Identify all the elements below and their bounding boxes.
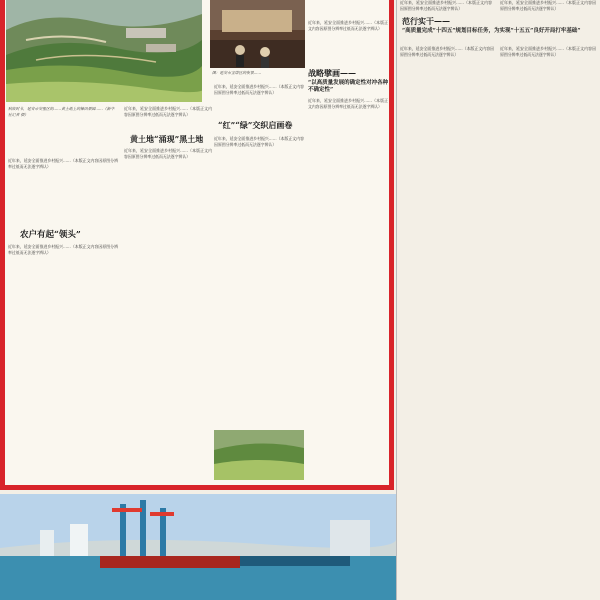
photo-caption-2: 图：延安市宝塔区的夜景…… [212, 70, 262, 75]
section-heading-1: 农户有起“领头” [20, 230, 81, 240]
body-column-right-b: 近年来，延安全面推进乡村振兴……（本版正文内容因原图分辨率过低而无法逐字辨认） [214, 136, 304, 147]
exhibit-photo [210, 0, 305, 68]
body-column-outer-c: 近年来，延安全面推进乡村振兴……（本版正文内容因原图分辨率过低而无法逐字辨认） [500, 46, 596, 57]
body-column-right-a: 近年来，延安全面推进乡村振兴……（本版正文内容因原图分辨率过低而无法逐字辨认） [214, 84, 304, 95]
inset-caption [214, 482, 304, 490]
section-heading-4: 战略擘画—— [308, 68, 356, 78]
exhibition-hall-image [210, 0, 305, 68]
section-heading-4-sub: “以高质量发展的确定性对冲各种不确定性” [308, 80, 389, 93]
body-column-outer-b: 近年来，延安全面推进乡村振兴……（本版正文内容因原图分辨率过低而无法逐字辨认） [400, 46, 494, 57]
body-column-left-b: 近年来，延安全面推进乡村振兴……（本版正文内容因原图分辨率过低而无法逐字辨认） [8, 244, 118, 255]
shipyard-photo [0, 494, 396, 600]
harbor-image [0, 494, 396, 600]
column-divider [396, 0, 397, 600]
inset-photo [214, 430, 304, 480]
body-column-frame-right: 近年来，延安全面推进乡村振兴……（本版正文内容因原图分辨率过低而无法逐字辨认） [308, 20, 388, 31]
section-heading-3: “红”“绿”交织启画卷 [218, 120, 293, 130]
landscape-photo [6, 0, 202, 102]
body-column-bottom-right [400, 560, 596, 600]
photo-caption-1: 秋收时节，延安市安塞区的……黄土地上的梯田果园……（新华社记者 摄） [8, 106, 115, 117]
terraced-hills-image [6, 0, 202, 102]
body-column-frame-right-b: 近年来，延安全面推进乡村振兴……（本版正文内容因原图分辨率过低而无法逐字辨认） [308, 98, 388, 109]
farmland-image [214, 430, 304, 480]
body-column-mid-a: 近年来，延安全面推进乡村振兴……（本版正文内容因原图分辨率过低而无法逐字辨认） [124, 106, 212, 117]
section-heading-5-sub: “高质量完成“十四五”规划目标任务，为实现“十五五”良好开局打牢基础” [402, 28, 581, 34]
body-column-outer-a: 近年来，延安全面推进乡村振兴……（本版正文内容因原图分辨率过低而无法逐字辨认） [400, 0, 492, 11]
body-column-mid-b: 近年来，延安全面推进乡村振兴……（本版正文内容因原图分辨率过低而无法逐字辨认） [124, 148, 212, 159]
section-heading-5: 范行实干—— [402, 16, 450, 26]
section-heading-2: 黄土地“涌现”黑土地 [130, 134, 204, 144]
body-column-outer-d: 近年来，延安全面推进乡村振兴……（本版正文内容因原图分辨率过低而无法逐字辨认） [500, 0, 596, 11]
body-column-left-a: 近年来，延安全面推进乡村振兴……（本版正文内容因原图分辨率过低而无法逐字辨认） [8, 158, 118, 169]
